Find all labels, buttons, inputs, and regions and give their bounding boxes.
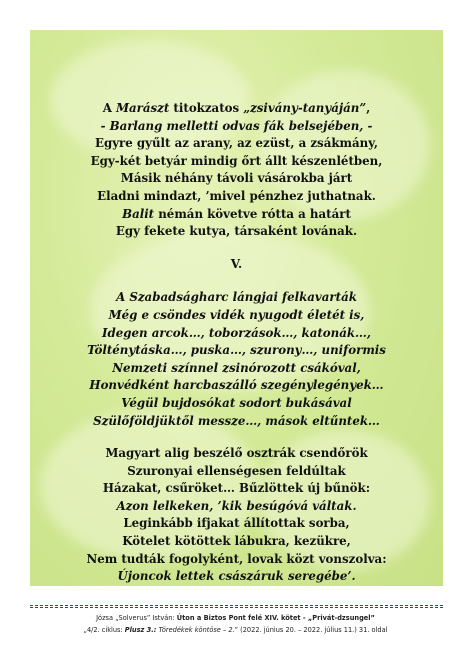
line-segment: A: [102, 101, 116, 115]
line-segment: Marászt: [115, 101, 170, 115]
footer-section-title: Töredékek köntöse – 2.: [158, 626, 235, 634]
poem-line: Még e csöndes vidék nyugodt életét is,: [108, 307, 365, 322]
poem-line: [30, 135, 443, 153]
line-segment: - Barlang melletti odvas fák belsejében, -: [100, 118, 373, 133]
poem-line: A Szabadságharc lángjai felkavarták: [116, 290, 357, 305]
section-numeral: V.: [230, 256, 243, 271]
footer-cycle: „4/2. ciklus:: [83, 626, 125, 634]
line-segment: Eladni mindazt, ’mivel pénzhez juthatnak.: [97, 188, 376, 203]
footer-book-title: Úton a Biztos Pont felé XIV. kötet - „Privát-dzsungel”: [176, 614, 375, 622]
stanza-3: [30, 445, 443, 586]
footer-rule: [30, 607, 443, 608]
line-segment: Egy fekete kutya, társaként lovának.: [115, 224, 358, 239]
poem-line: [30, 170, 443, 188]
footer-rule: [30, 605, 443, 606]
poem-line: [30, 188, 443, 206]
poem-line: Azon lelkeken, ’kik besúgóvá váltak.: [116, 498, 357, 513]
poem-line: Nemzeti színnel zsinórozott csákóval,: [112, 360, 361, 375]
line-segment: „zsivány-tanyáján”: [243, 101, 367, 115]
poem-line: Szülőföldjüktől messze…, mások eltűntek…: [93, 413, 380, 428]
poem-line: Újoncok lettek császáruk seregébe’.: [117, 569, 356, 584]
line-segment: titokzatos: [169, 101, 244, 115]
footer-author: Józsa „Solverus” István:: [96, 614, 177, 622]
footer-date-page: ” (2022. június 20. – 2022. július 11.) 31. oldal: [234, 626, 388, 634]
poem-text: [30, 100, 443, 586]
poem-line: Végül bujdosókat sodort bukásával: [121, 395, 352, 410]
stanza-2: [30, 289, 443, 430]
poem-line: Nem tudták fogolyként, lovak közt vonszolva:: [86, 551, 387, 566]
poem-line: Kötelet kötöttek lábukra, kezükre,: [122, 534, 351, 549]
poem-line: Leginkább ifjakat állítottak sorba,: [123, 516, 350, 531]
footer-part: Plusz 3.:: [124, 626, 159, 634]
poem-line: Honvédként harcbaszálló szegénylegények…: [89, 378, 384, 393]
poem-line: Házakat, csűröket… Bűzlöttek új bűnök:: [102, 481, 371, 496]
poem-panel: [30, 30, 443, 586]
line-segment: Balit: [122, 206, 155, 221]
line-segment: Egyre gyűlt az arany, az ezüst, a zsákmány,: [94, 136, 379, 151]
line-segment: Másik néhány távoli vásárokba járt: [120, 171, 353, 186]
poem-line: [30, 153, 443, 171]
line-segment: Egy-két betyár mindig őrt állt készenlétben,: [90, 153, 383, 168]
poem-line: [30, 223, 443, 241]
poem-line: Magyart alig beszélő osztrák csendőrök: [105, 446, 368, 461]
poem-line: [30, 100, 443, 118]
line-segment: ,: [366, 101, 371, 115]
poem-line: [30, 118, 443, 136]
footer-line-2: [0, 626, 471, 634]
line-segment: némán követve rótta a határt: [154, 206, 351, 221]
poem-line: [30, 206, 443, 224]
poem-line: Idegen arcok…, toborzások…, katonák…,: [102, 325, 371, 340]
poem-line: Tölténytáska…, puska…, szurony…, uniformis: [87, 343, 386, 358]
footer-line-1: [0, 614, 471, 622]
poem-line: Szuronyai ellenségesen feldúltak: [127, 463, 346, 478]
stanza-1: [30, 100, 443, 241]
